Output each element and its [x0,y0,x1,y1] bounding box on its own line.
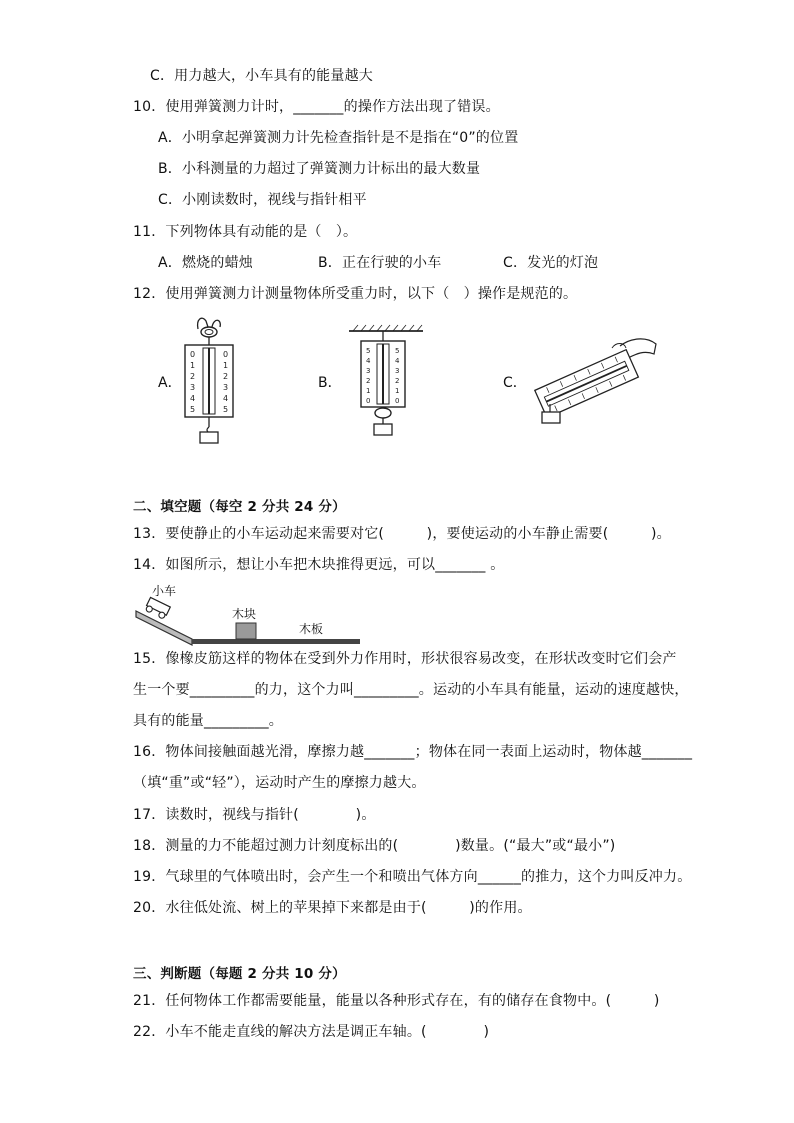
section-2-heading: 二、填空题（每空 2 分共 24 分） [133,499,346,515]
spring-scale-b-figure [345,323,425,438]
scale-number: 2 [395,377,400,385]
q12-label-c: C． [503,375,527,391]
scale-number: 2 [366,377,371,385]
board [192,639,360,644]
q10-option-c: C．小刚读数时，视线与指针相平 [158,192,367,208]
q11-stem: 11．下列物体具有动能的是（ ）。 [133,224,358,240]
q12-label-b: B． [318,375,342,391]
q11-option-a: A．燃烧的蜡烛 [158,255,253,271]
q10-option-a: A．小明拿起弹簧测力计先检查指针是不是指在“0”的位置 [158,130,519,146]
spring-scale-c-figure [528,332,658,432]
q13-stem: 13．要使静止的小车运动起来需要对它( )，要使运动的小车静止需要( )。 [133,526,671,542]
block-label: 木块 [232,607,257,621]
q15-line-2: 生一个要_________的力，这个力叫_________。运动的小车具有能量，运动的速度越快， [133,682,689,698]
scale-number: 5 [190,405,196,414]
q11-option-c: C．发光的灯泡 [503,255,599,271]
scale-number: 0 [190,350,196,359]
scale-number: 3 [395,367,400,375]
scale-number: 0 [366,397,371,405]
scale-number: 2 [223,372,229,381]
scale-number: 4 [395,357,400,365]
q10-stem: 10．使用弹簧测力计时，_______的操作方法出现了错误。 [133,99,500,115]
scale-number: 0 [395,397,400,405]
scale-number: 1 [190,361,196,370]
q10-option-b: B．小科测量的力超过了弹簧测力计标出的最大数量 [158,161,481,177]
q21-stem: 21．任何物体工作都需要能量，能量以各种形式存在，有的储存在食物中。( ) [133,993,660,1009]
scale-number: 3 [223,383,229,392]
car-label: 小车 [152,584,177,598]
scale-number: 0 [223,350,229,359]
scale-number: 4 [366,357,371,365]
q12-label-a: A． [158,375,182,391]
q17-stem: 17．读数时，视线与指针( )。 [133,807,376,823]
scale-number: 4 [223,394,229,403]
car-icon [144,597,170,619]
q12-stem: 12．使用弹簧测力计测量物体所受重力时，以下（ ）操作是规范的。 [133,286,578,302]
scale-number: 1 [395,387,400,395]
board-label: 木板 [299,622,324,636]
section-3-heading: 三、判断题（每题 2 分共 10 分） [133,966,346,982]
scale-number: 3 [366,367,371,375]
q20-stem: 20．水往低处流、树上的苹果掉下来都是由于( )的作用。 [133,900,532,916]
scale-number: 5 [366,347,371,355]
wood-block [236,623,256,639]
scale-number: 4 [190,394,196,403]
q9-option-c: C．用力越大，小车具有的能量越大 [150,68,373,84]
q14-ramp-figure [134,583,364,651]
q15-line-3: 具有的能量_________。 [133,713,283,729]
scale-number: 5 [223,405,229,414]
q15-line-1: 15．像橡皮筋这样的物体在受到外力作用时，形状很容易改变，在形状改变时它们会产 [133,651,677,667]
scale-number: 3 [190,383,196,392]
q19-stem: 19．气球里的气体喷出时，会产生一个和喷出气体方向______的推力，这个力叫反冲力。 [133,869,692,885]
q22-stem: 22．小车不能走直线的解决方法是调正车轴。( ) [133,1024,490,1040]
q14-stem: 14．如图所示，想让小车把木块推得更远，可以_______ 。 [133,557,505,573]
q16-line-1: 16．物体间接触面越光滑，摩擦力越_______；物体在同一表面上运动时，物体越_______ [133,744,693,760]
scale-number: 1 [366,387,371,395]
scale-number: 2 [190,372,196,381]
spring-scale-a-figure [180,315,240,445]
q16-line-2: （填“重”或“轻”），运动时产生的摩擦力越大。 [133,775,426,791]
q11-option-b: B．正在行驶的小车 [318,255,442,271]
scale-number: 5 [395,347,400,355]
scale-number: 1 [223,361,229,370]
q18-stem: 18．测量的力不能超过测力计刻度标出的( )数量。(“最大”或“最小”) [133,838,616,854]
